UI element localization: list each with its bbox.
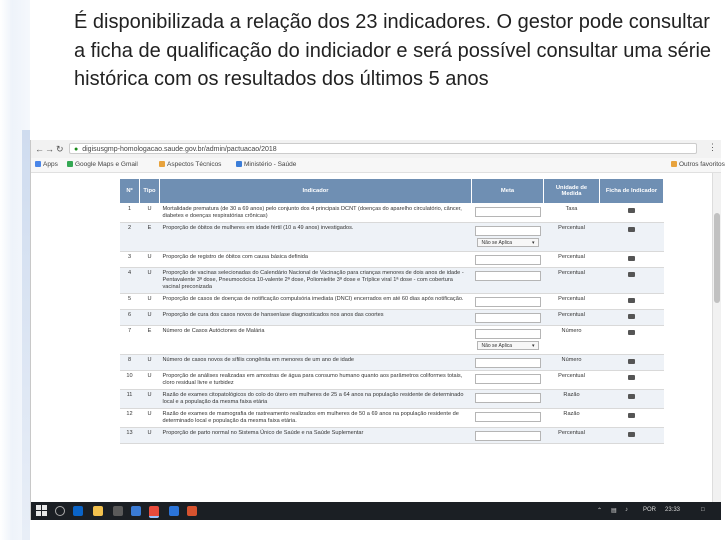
row-ficha: [600, 326, 664, 355]
bookmark-outros-favoritos[interactable]: Outros favoritos: [671, 161, 725, 168]
ficha-document-icon[interactable]: [628, 272, 635, 277]
row-ficha: [600, 252, 664, 268]
chrome-icon[interactable]: [149, 506, 159, 518]
ficha-document-icon[interactable]: [628, 227, 635, 232]
url-field[interactable]: [69, 143, 697, 154]
meta-input[interactable]: [475, 226, 541, 236]
row-tipo: U: [140, 428, 160, 444]
table-row: [120, 390, 664, 409]
table-row: [120, 371, 664, 390]
row-tipo: U: [140, 390, 160, 409]
row-unidade: Percentual: [544, 310, 600, 326]
row-ficha: [600, 223, 664, 252]
header-num: Nº: [120, 179, 140, 204]
file-explorer-icon[interactable]: [93, 506, 103, 516]
row-unidade: Percentual: [544, 428, 600, 444]
row-indicador: Número de casos novos de sífilis congênita em menores de um ano de idade: [160, 355, 472, 371]
row-meta: [472, 390, 544, 409]
table-row: [120, 409, 664, 428]
row-unidade: Razão: [544, 390, 600, 409]
row-indicador: Número de Casos Autóctones de Malária: [160, 326, 472, 355]
row-meta: [472, 326, 544, 355]
meta-select[interactable]: [477, 341, 539, 350]
row-tipo: U: [140, 310, 160, 326]
language-indicator[interactable]: POR: [643, 507, 657, 513]
meta-select[interactable]: [477, 238, 539, 247]
row-unidade: Taxa: [544, 204, 600, 223]
windows-taskbar: [31, 502, 721, 520]
row-tipo: U: [140, 355, 160, 371]
slide-left-accent: [0, 0, 30, 540]
chevron-down-icon: ▾: [531, 343, 535, 349]
row-ficha: [600, 428, 664, 444]
store-icon[interactable]: [113, 506, 123, 516]
meta-select-value: Não se Aplica: [481, 240, 513, 246]
windows-start-icon[interactable]: [36, 505, 48, 517]
row-meta: [472, 371, 544, 390]
table-row: [120, 252, 664, 268]
row-number: 12: [120, 409, 140, 428]
meta-input[interactable]: [475, 297, 541, 307]
header-unidade: Unidade de Medida: [544, 179, 600, 204]
scrollbar[interactable]: [712, 173, 721, 503]
row-tipo: U: [140, 371, 160, 390]
row-tipo: U: [140, 409, 160, 428]
row-ficha: [600, 390, 664, 409]
row-tipo: E: [140, 326, 160, 355]
row-unidade: Número: [544, 326, 600, 355]
meta-input[interactable]: [475, 358, 541, 368]
url-text: digisusgmp-homologacao.saude.gov.br/admin/pactuacao/2018: [82, 146, 277, 153]
row-unidade: Razão: [544, 409, 600, 428]
row-tipo: E: [140, 223, 160, 252]
meta-input[interactable]: [475, 393, 541, 403]
accent-stripe: [22, 130, 30, 540]
edge-icon[interactable]: [73, 506, 83, 516]
header-tipo: Tipo: [140, 179, 160, 204]
page-content: [31, 173, 721, 503]
powerpoint-icon[interactable]: [187, 506, 197, 516]
clock[interactable]: 23:33: [665, 507, 681, 513]
meta-input[interactable]: [475, 374, 541, 384]
table-row: [120, 294, 664, 310]
row-indicador: Proporção de análises realizadas em amostras de água para consumo humano quanto aos parâmetros coliformes totais, cloro residual livre e turbidez: [160, 371, 472, 390]
row-indicador: Proporção de óbitos de mulheres em idade fértil (10 a 49 anos) investigados.: [160, 223, 472, 252]
ficha-document-icon[interactable]: [628, 314, 635, 319]
row-meta: [472, 252, 544, 268]
row-number: 10: [120, 371, 140, 390]
row-number: 13: [120, 428, 140, 444]
header-meta: Meta: [472, 179, 544, 204]
mail-icon[interactable]: [131, 506, 141, 516]
row-number: 7: [120, 326, 140, 355]
table-row: [120, 428, 664, 444]
reload-icon[interactable]: ↻: [56, 144, 64, 154]
row-ficha: [600, 204, 664, 223]
scrollbar-thumb[interactable]: [714, 213, 720, 303]
table-row: [120, 355, 664, 371]
row-tipo: U: [140, 252, 160, 268]
row-tipo: U: [140, 204, 160, 223]
row-indicador: Proporção de registro de óbitos com causa básica definida: [160, 252, 472, 268]
row-ficha: [600, 371, 664, 390]
ficha-document-icon[interactable]: [628, 375, 635, 380]
row-ficha: [600, 310, 664, 326]
meta-select-value: Não se Aplica: [481, 343, 513, 349]
meta-input[interactable]: [475, 271, 541, 281]
ficha-document-icon[interactable]: [628, 330, 635, 335]
meta-input[interactable]: [475, 329, 541, 339]
bookmark-apps[interactable]: Apps: [35, 161, 58, 168]
folder-icon: [671, 161, 677, 167]
ficha-document-icon[interactable]: [628, 394, 635, 399]
lock-icon: ●: [74, 146, 79, 153]
table-row: [120, 268, 664, 294]
table-row: [120, 310, 664, 326]
ficha-document-icon[interactable]: [628, 432, 635, 437]
meta-input[interactable]: [475, 207, 541, 217]
row-meta: [472, 409, 544, 428]
network-icon[interactable]: ▤: [611, 508, 617, 514]
row-indicador: Razão de exames de mamografia de rastreamento realizados em mulheres de 50 a 69 anos na população residente de determinado local e população da mesma faixa etária.: [160, 409, 472, 428]
browser-screenshot: [30, 140, 725, 520]
row-tipo: U: [140, 294, 160, 310]
ficha-document-icon[interactable]: [628, 256, 635, 261]
row-unidade: Número: [544, 355, 600, 371]
table-row: [120, 223, 664, 252]
row-indicador: Razão de exames citopatológicos do colo do útero em mulheres de 25 a 64 anos na população residente de determinado local e a população da mesma faixa etária: [160, 390, 472, 409]
row-indicador: Proporção de cura dos casos novos de hanseníase diagnosticados nos anos das coortes: [160, 310, 472, 326]
ficha-document-icon[interactable]: [628, 298, 635, 303]
word-icon[interactable]: [169, 506, 179, 516]
search-icon[interactable]: [55, 506, 65, 516]
row-unidade: Percentual: [544, 294, 600, 310]
row-unidade: Percentual: [544, 223, 600, 252]
maps-icon: [67, 161, 73, 167]
bookmarks-bar: [31, 158, 725, 173]
table-row: [120, 204, 664, 223]
row-meta: [472, 268, 544, 294]
forward-arrow-icon[interactable]: →: [45, 144, 54, 154]
row-number: 2: [120, 223, 140, 252]
header-indicador: Indicador: [160, 179, 472, 204]
row-unidade: Percentual: [544, 371, 600, 390]
folder-icon: [159, 161, 165, 167]
row-meta: [472, 294, 544, 310]
apps-grid-icon: [35, 161, 41, 167]
row-number: 1: [120, 204, 140, 223]
row-ficha: [600, 294, 664, 310]
bookmark-google-maps[interactable]: Google Maps e Gmail: [67, 161, 138, 168]
ficha-document-icon[interactable]: [628, 208, 635, 213]
row-indicador: Proporção de vacinas selecionadas do Calendário Nacional de Vacinação para crianças menores de dois anos de idade - Pentavalente 3ª dose, Pneumocócica 10-valente 2ª dose, Poliomielite 3ª dose e Tríplice viral 1ª dose - com cobertura vacinal preconizada: [160, 268, 472, 294]
meta-input[interactable]: [475, 412, 541, 422]
ficha-document-icon[interactable]: [628, 413, 635, 418]
meta-input[interactable]: [475, 313, 541, 323]
row-ficha: [600, 268, 664, 294]
bookmark-aspectos-tecnicos[interactable]: Aspectos Técnicos: [159, 161, 221, 168]
row-ficha: [600, 409, 664, 428]
table-header-row: [120, 179, 664, 204]
row-indicador: Mortalidade prematura (de 30 a 69 anos) pelo conjunto dos 4 principais DCNT (doenças do aparelho circulatório, câncer, diabetes e doenças respiratórias crônicas): [160, 204, 472, 223]
meta-input[interactable]: [475, 255, 541, 265]
bookmark-ministerio-saude[interactable]: Ministério - Saúde: [236, 161, 296, 168]
meta-input[interactable]: [475, 431, 541, 441]
notifications-icon[interactable]: □: [701, 507, 705, 513]
row-number: 3: [120, 252, 140, 268]
row-unidade: Percentual: [544, 268, 600, 294]
chevron-down-icon: ▾: [531, 240, 535, 246]
row-ficha: [600, 355, 664, 371]
row-tipo: U: [140, 268, 160, 294]
header-ficha: Ficha de Indicador: [600, 179, 664, 204]
table-row: [120, 326, 664, 355]
row-meta: [472, 223, 544, 252]
row-number: 11: [120, 390, 140, 409]
tray-arrow-icon[interactable]: ⌃: [597, 508, 603, 514]
volume-icon[interactable]: ♪: [625, 507, 628, 513]
row-meta: [472, 355, 544, 371]
back-arrow-icon[interactable]: ←: [35, 144, 44, 154]
browser-address-bar: [31, 140, 721, 159]
row-number: 5: [120, 294, 140, 310]
row-number: 4: [120, 268, 140, 294]
row-meta: [472, 204, 544, 223]
row-unidade: Percentual: [544, 252, 600, 268]
site-icon: [236, 161, 242, 167]
row-indicador: Proporção de parto normal no Sistema Único de Saúde e na Saúde Suplementar: [160, 428, 472, 444]
indicators-table: [119, 178, 664, 444]
row-indicador: Proporção de casos de doenças de notificação compulsória imediata (DNCI) encerrados em até 60 dias após notificação.: [160, 294, 472, 310]
browser-menu-icon[interactable]: ⋮: [708, 142, 717, 152]
ficha-document-icon[interactable]: [628, 359, 635, 364]
row-number: 8: [120, 355, 140, 371]
row-meta: [472, 428, 544, 444]
row-number: 6: [120, 310, 140, 326]
slide-caption: É disponibilizada a relação dos 23 indicadores. O gestor pode consultar a ficha de qualificação do indiciador e será possível consultar uma série histórica com os resultados dos últimos 5 anos: [74, 11, 712, 90]
row-meta: [472, 310, 544, 326]
